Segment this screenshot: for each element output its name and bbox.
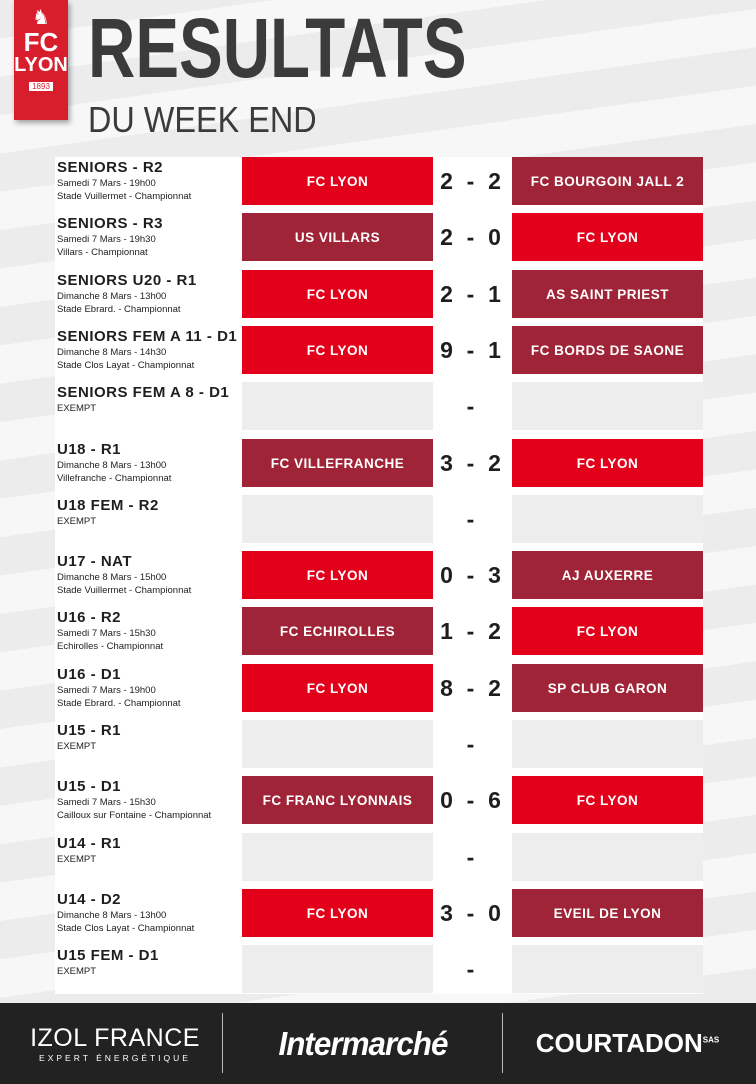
match-row — [55, 213, 703, 267]
away-score: 3 — [488, 561, 502, 588]
match-venue: Stade Vuillermet - Championnat — [57, 191, 192, 202]
home-team — [242, 495, 433, 543]
logo-year: 1893 — [29, 82, 53, 91]
match-date: EXEMPT — [57, 516, 97, 527]
match-score — [435, 382, 507, 430]
match-category: U14 - R1 — [57, 835, 122, 852]
away-team: FC LYON — [512, 213, 703, 261]
home-team: FC ECHIROLLES — [242, 607, 433, 655]
home-team — [242, 382, 433, 430]
match-score — [435, 495, 507, 543]
sponsor-name: Intermarché — [278, 1024, 448, 1062]
match-date: Samedi 7 Mars - 15h30 — [57, 797, 156, 808]
match-info — [57, 722, 243, 753]
match-score — [435, 776, 507, 824]
lion-icon: ♞ — [32, 7, 50, 29]
home-score: 2 — [440, 280, 454, 307]
away-team — [512, 720, 703, 768]
sponsor-izol-france — [20, 1003, 210, 1084]
match-info — [57, 497, 243, 528]
match-row — [55, 551, 703, 605]
home-team: FC LYON — [242, 889, 433, 937]
match-row — [55, 439, 703, 493]
match-date: Dimanche 8 Mars - 13h00 — [57, 291, 167, 302]
away-team — [512, 382, 703, 430]
match-category: SENIORS - R2 — [57, 159, 164, 176]
away-score: 2 — [488, 674, 502, 701]
home-team: FC LYON — [242, 326, 433, 374]
home-score: 3 — [440, 899, 454, 926]
match-row — [55, 382, 703, 436]
match-venue: Stade Clos Layat - Championnat — [57, 923, 195, 934]
match-venue: Villefranche - Championnat — [57, 473, 172, 484]
match-score — [435, 945, 507, 993]
away-team: AJ AUXERRE — [512, 551, 703, 599]
score-separator: - — [466, 730, 476, 757]
score-separator: - — [466, 392, 476, 419]
home-score: 0 — [440, 786, 454, 813]
match-category: SENIORS U20 - R1 — [57, 272, 197, 289]
home-team — [242, 720, 433, 768]
match-info — [57, 215, 243, 259]
match-score — [435, 607, 507, 655]
match-venue: Villars - Championnat — [57, 247, 148, 258]
away-team: FC BOURGOIN JALL 2 — [512, 157, 703, 205]
home-team — [242, 945, 433, 993]
score-separator: - — [466, 955, 476, 982]
away-score: 0 — [488, 223, 502, 250]
match-category: SENIORS FEM A 8 - D1 — [57, 384, 230, 401]
match-row — [55, 270, 703, 324]
match-info — [57, 328, 243, 372]
match-row — [55, 889, 703, 943]
home-score: 8 — [440, 674, 454, 701]
match-score — [435, 889, 507, 937]
home-score: 0 — [440, 561, 454, 588]
home-score: 9 — [440, 336, 454, 363]
sponsor-tagline: EXPERT ÉNERGÉTIQUE — [39, 1052, 191, 1063]
match-category: U16 - R2 — [57, 609, 122, 626]
home-team: FC LYON — [242, 157, 433, 205]
match-score — [435, 664, 507, 712]
match-score — [435, 326, 507, 374]
results-table — [55, 157, 703, 994]
match-date: Samedi 7 Mars - 15h30 — [57, 628, 156, 639]
match-info — [57, 891, 243, 935]
match-score — [435, 157, 507, 205]
match-row — [55, 720, 703, 774]
match-date: Dimanche 8 Mars - 13h00 — [57, 460, 167, 471]
score-separator: - — [466, 561, 476, 588]
away-score: 2 — [488, 167, 502, 194]
home-score: 2 — [440, 167, 454, 194]
match-score — [435, 270, 507, 318]
match-date: Dimanche 8 Mars - 15h00 — [57, 572, 167, 583]
match-info — [57, 553, 243, 597]
away-team: FC BORDS DE SAONE — [512, 326, 703, 374]
match-row — [55, 833, 703, 887]
away-score: 1 — [488, 280, 502, 307]
match-score — [435, 213, 507, 261]
away-team: FC LYON — [512, 776, 703, 824]
match-date: Samedi 7 Mars - 19h00 — [57, 178, 156, 189]
match-info — [57, 778, 243, 822]
logo-line1: FC — [23, 27, 59, 57]
home-team: FC LYON — [242, 664, 433, 712]
away-team — [512, 495, 703, 543]
sponsor-footer — [0, 1003, 756, 1084]
match-venue: Cailloux sur Fontaine - Championnat — [57, 810, 212, 821]
away-score: 0 — [488, 899, 502, 926]
logo-line2: LYON — [14, 54, 68, 76]
match-score — [435, 720, 507, 768]
match-score — [435, 551, 507, 599]
away-team: FC LYON — [512, 439, 703, 487]
match-info — [57, 835, 243, 866]
match-venue: Stade Clos Layat - Championnat — [57, 360, 195, 371]
home-score: 2 — [440, 223, 454, 250]
score-separator: - — [466, 167, 476, 194]
sponsor-courtadon — [515, 1003, 740, 1084]
away-score: 2 — [488, 617, 502, 644]
match-row — [55, 664, 703, 718]
away-score: 2 — [488, 449, 502, 476]
match-category: U15 - D1 — [57, 778, 122, 795]
match-date: Samedi 7 Mars - 19h00 — [57, 685, 156, 696]
away-team — [512, 945, 703, 993]
score-separator: - — [466, 449, 476, 476]
match-category: U17 - NAT — [57, 553, 133, 570]
sponsor-intermarche — [238, 1003, 488, 1084]
match-date: Dimanche 8 Mars - 13h00 — [57, 910, 167, 921]
match-date: EXEMPT — [57, 854, 97, 865]
score-separator: - — [466, 674, 476, 701]
away-score: 6 — [488, 786, 502, 813]
away-team: AS SAINT PRIEST — [512, 270, 703, 318]
match-category: U14 - D2 — [57, 891, 122, 908]
match-date: EXEMPT — [57, 966, 97, 977]
away-team — [512, 833, 703, 881]
match-info — [57, 441, 243, 485]
score-separator: - — [466, 617, 476, 644]
match-date: Samedi 7 Mars - 19h30 — [57, 234, 156, 245]
away-score: 1 — [488, 336, 502, 363]
score-separator: - — [466, 505, 476, 532]
club-logo — [14, 0, 68, 120]
match-row — [55, 326, 703, 380]
home-team — [242, 833, 433, 881]
home-score: 1 — [440, 617, 454, 644]
match-info — [57, 609, 243, 653]
score-separator: - — [466, 899, 476, 926]
score-separator: - — [466, 336, 476, 363]
match-info — [57, 947, 243, 978]
page-title: RESULTATS — [88, 1, 467, 95]
match-info — [57, 272, 243, 316]
sponsor-suffix: SAS — [702, 1035, 720, 1045]
match-category: U18 - R1 — [57, 441, 122, 458]
match-venue: Stade Vuillermet - Championnat — [57, 585, 192, 596]
match-date: EXEMPT — [57, 403, 97, 414]
score-separator: - — [466, 280, 476, 307]
match-category: U15 - R1 — [57, 722, 122, 739]
home-score: 3 — [440, 449, 454, 476]
away-team: SP CLUB GARON — [512, 664, 703, 712]
sponsor-name: $COURTADON^{SAS}$ — [535, 1028, 720, 1058]
match-venue: Stade Ebrard. - Championnat — [57, 698, 181, 709]
match-score — [435, 439, 507, 487]
match-row — [55, 157, 703, 211]
home-team: FC LYON — [242, 270, 433, 318]
match-info — [57, 384, 243, 415]
sponsor-name: IZOL FRANCE — [30, 1023, 200, 1052]
score-separator: - — [466, 843, 476, 870]
match-category: SENIORS - R3 — [57, 215, 164, 232]
match-category: U18 FEM - R2 — [57, 497, 159, 514]
divider — [222, 1013, 223, 1073]
match-date: Dimanche 8 Mars - 14h30 — [57, 347, 167, 358]
match-info — [57, 666, 243, 710]
match-info — [57, 159, 243, 203]
home-team: FC VILLEFRANCHE — [242, 439, 433, 487]
match-row — [55, 945, 703, 999]
match-venue: Echirolles - Championnat — [57, 641, 164, 652]
match-score — [435, 833, 507, 881]
match-venue: Stade Ebrard. - Championnat — [57, 304, 181, 315]
match-row — [55, 607, 703, 661]
match-date: EXEMPT — [57, 741, 97, 752]
match-category: SENIORS FEM A 11 - D1 — [57, 328, 238, 345]
match-row — [55, 495, 703, 549]
away-team: EVEIL DE LYON — [512, 889, 703, 937]
away-team: FC LYON — [512, 607, 703, 655]
home-team: US VILLARS — [242, 213, 433, 261]
page-subtitle: DU WEEK END — [88, 99, 317, 140]
home-team: FC FRANC LYONNAIS — [242, 776, 433, 824]
match-category: U15 FEM - D1 — [57, 947, 159, 964]
score-separator: - — [466, 786, 476, 813]
divider — [502, 1013, 503, 1073]
home-team: FC LYON — [242, 551, 433, 599]
match-category: U16 - D1 — [57, 666, 122, 683]
match-row — [55, 776, 703, 830]
score-separator: - — [466, 223, 476, 250]
